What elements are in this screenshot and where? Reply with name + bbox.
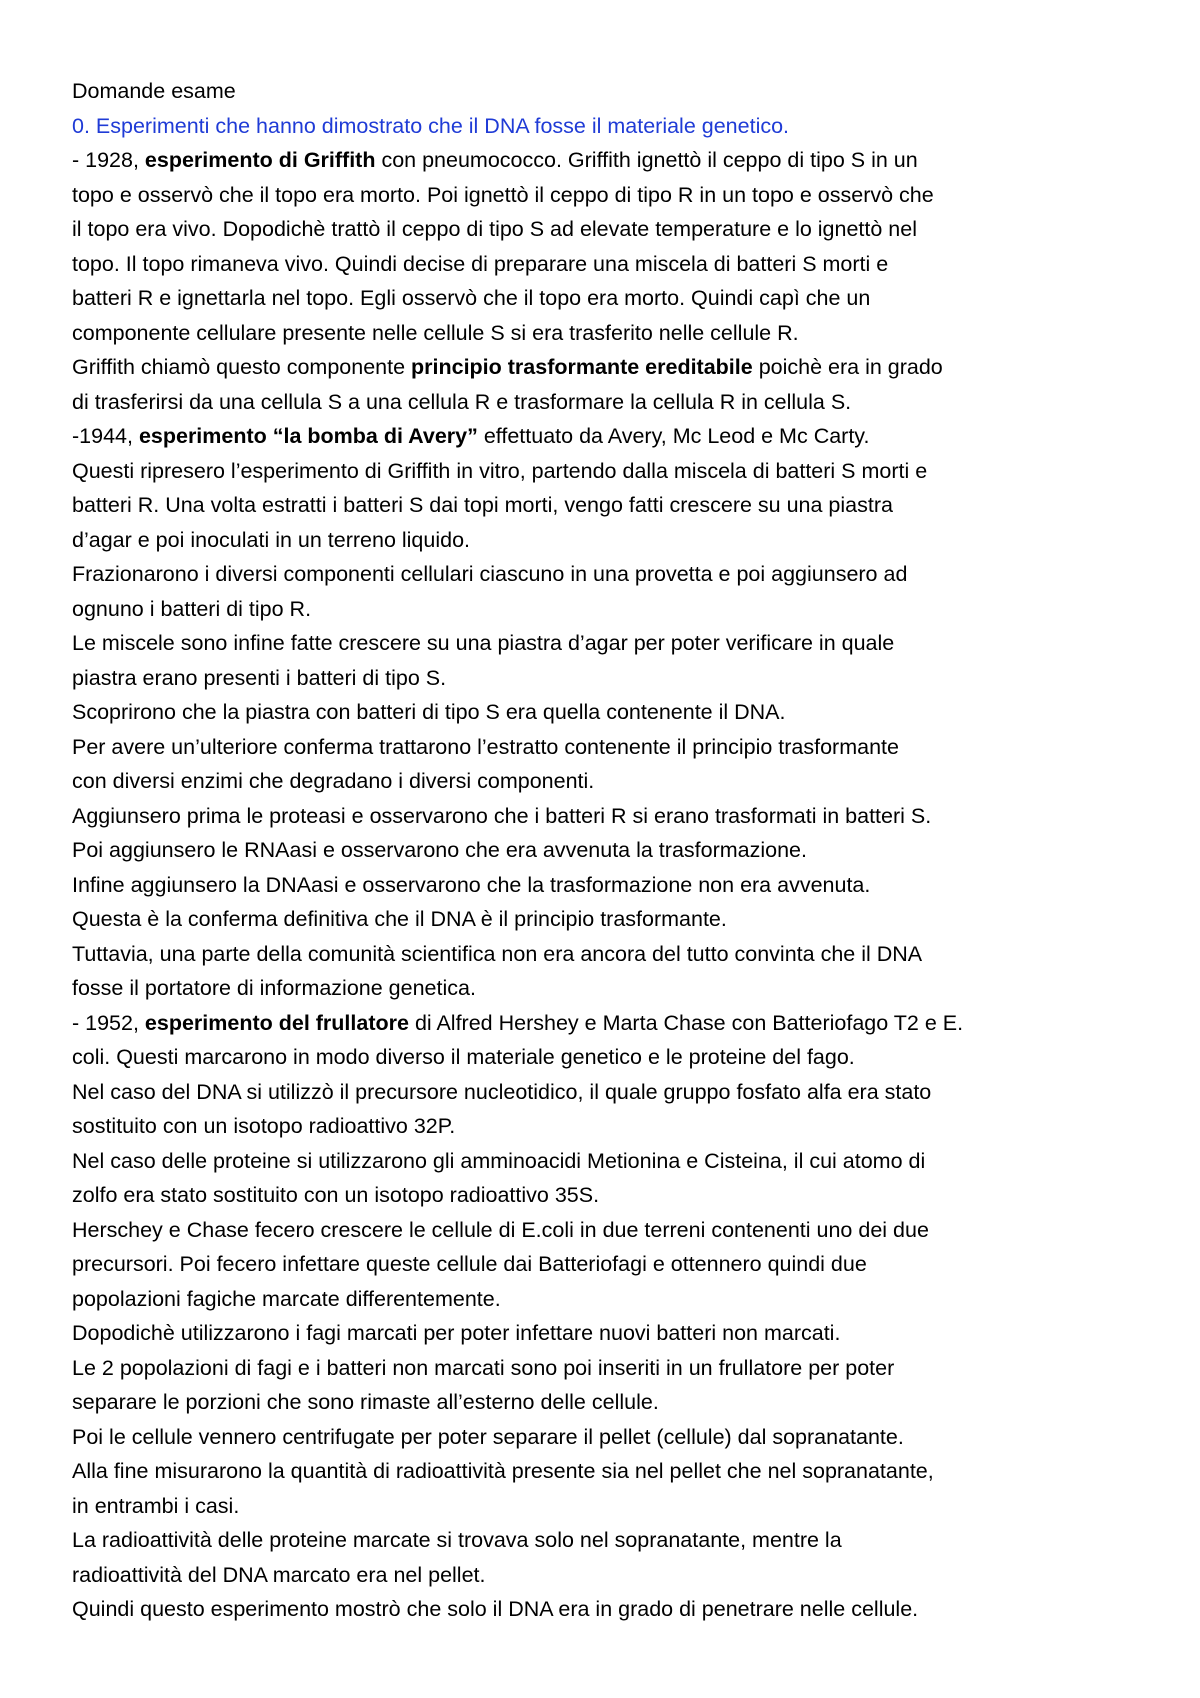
text-line: Per avere un’ulteriore conferma trattarono l’estratto contenente il principio trasformante <box>72 734 899 759</box>
document-page <box>72 74 1142 1627</box>
text-line: Herschey e Chase fecero crescere le cellule di E.coli in due terreni contenenti uno dei due <box>72 1217 929 1242</box>
text-line: popolazioni fagiche marcate differentemente. <box>72 1286 501 1311</box>
text-line: Poi le cellule vennero centrifugate per poter separare il pellet (cellule) dal sopranatante. <box>72 1424 904 1449</box>
text-line: batteri R e ignettarla nel topo. Egli osservò che il topo era morto. Quindi capì che un <box>72 286 871 310</box>
text-line: fosse il portatore di informazione genetica. <box>72 976 476 1000</box>
text-segment: con pneumococco. Griffith ignettò il ceppo di tipo S in un <box>375 148 918 172</box>
text-line: sostituito con un isotopo radioattivo 32P. <box>72 1114 456 1138</box>
text-line: topo. Il topo rimaneva vivo. Quindi decise di preparare una miscela di batteri S morti e <box>72 251 889 276</box>
bold-term: principio trasformante ereditabile <box>411 355 753 379</box>
text-segment: effettuato da Avery, Mc Leod e Mc Carty. <box>477 424 870 448</box>
text-line: Alla fine misurarono la quantità di radioattività presente sia nel pellet che nel sopranatante, <box>72 1459 934 1483</box>
bold-term: esperimento del frullatore <box>144 1010 409 1035</box>
text-segment: -1944, <box>72 424 139 448</box>
text-line <box>72 143 1142 178</box>
text-line: con diversi enzimi che degradano i diversi componenti. <box>72 769 595 793</box>
text-line: Quindi questo esperimento mostrò che solo il DNA era in grado di penetrare nelle cellule. <box>72 1597 919 1621</box>
text-segment: - 1952, <box>72 1010 145 1035</box>
bold-term: esperimento di Griffith <box>144 148 376 172</box>
text-line: in entrambi i casi. <box>72 1493 240 1518</box>
text-line: Nel caso del DNA si utilizzò il precursore nucleotidico, il quale gruppo fosfato alfa era stato <box>72 1079 932 1104</box>
text-line <box>72 419 1142 454</box>
text-line: zolfo era stato sostituito con un isotopo radioattivo 35S. <box>72 1183 600 1207</box>
text-segment: poichè era in grado <box>752 355 943 379</box>
text-line: separare le porzioni che sono rimaste all’esterno delle cellule. <box>72 1390 659 1414</box>
text-line: Infine aggiunsero la DNAasi e osservarono che la trasformazione non era avvenuta. <box>72 872 871 897</box>
text-line: Le miscele sono infine fatte crescere su una piastra d’agar per poter verificare in quale <box>72 631 895 655</box>
document-body <box>72 143 1142 1627</box>
document-heading: Domande esame <box>72 79 236 103</box>
text-line: Tuttavia, una parte della comunità scientifica non era ancora del tutto convinta che il DNA <box>72 941 923 966</box>
text-line: componente cellulare presente nelle cellule S si era trasferito nelle cellule R. <box>72 320 799 345</box>
text-line: topo e osservò che il topo era morto. Poi ignettò il ceppo di tipo R in un topo e osservò che <box>72 182 934 207</box>
text-segment: di Alfred Hershey e Marta Chase con Batteriofago T2 e E. <box>408 1010 964 1035</box>
text-line: Frazionarono i diversi componenti cellulari ciascuno in una provetta e poi aggiunsero ad <box>72 562 908 586</box>
text-line: coli. Questi marcarono in modo diverso il materiale genetico e le proteine del fago. <box>72 1045 855 1069</box>
text-line: Nel caso delle proteine si utilizzarono gli amminoacidi Metionina e Cisteina, il cui atomo di <box>72 1148 926 1173</box>
text-line: Le 2 popolazioni di fagi e i batteri non marcati sono poi inseriti in un frullatore per poter <box>72 1355 895 1380</box>
text-line: d’agar e poi inoculati in un terreno liquido. <box>72 527 471 552</box>
bold-term: esperimento “la bomba di Avery” <box>138 424 478 448</box>
text-line: Scoprirono che la piastra con batteri di tipo S era quella contenente il DNA. <box>72 700 786 724</box>
text-line: piastra erano presenti i batteri di tipo S. <box>72 665 447 690</box>
text-segment: - 1928, <box>72 148 145 172</box>
text-line: Questa è la conferma definitiva che il DNA è il principio trasformante. <box>72 907 727 931</box>
text-line: radioattività del DNA marcato era nel pellet. <box>72 1562 486 1587</box>
text-line: precursori. Poi fecero infettare queste cellule dai Batteriofagi e ottennero quindi due <box>72 1252 867 1276</box>
text-line: La radioattività delle proteine marcate si trovava solo nel sopranatante, mentre la <box>72 1528 842 1552</box>
exam-question: 0. Esperimenti che hanno dimostrato che il DNA fosse il materiale genetico. <box>72 113 790 138</box>
text-line: il topo era vivo. Dopodichè trattò il ceppo di tipo S ad elevate temperature e lo ignettò nel <box>72 217 917 241</box>
text-line: ognuno i batteri di tipo R. <box>72 596 312 621</box>
text-line <box>72 350 1142 385</box>
text-line: batteri R. Una volta estratti i batteri S dai topi morti, vengo fatti crescere su una piastra <box>72 493 893 517</box>
text-line <box>72 1006 1142 1041</box>
text-line: Poi aggiunsero le RNAasi e osservarono che era avvenuta la trasformazione. <box>72 838 807 862</box>
text-line: Dopodichè utilizzarono i fagi marcati per poter infettare nuovi batteri non marcati. <box>72 1321 841 1345</box>
text-line: Questi ripresero l’esperimento di Griffith in vitro, partendo dalla miscela di batteri S morti e <box>72 458 928 483</box>
text-line: di trasferirsi da una cellula S a una cellula R e trasformare la cellula R in cellula S. <box>72 389 852 414</box>
text-line: Aggiunsero prima le proteasi e osservarono che i batteri R si erano trasformati in batteri S. <box>72 803 932 828</box>
text-segment: Griffith chiamò questo componente <box>72 355 412 379</box>
